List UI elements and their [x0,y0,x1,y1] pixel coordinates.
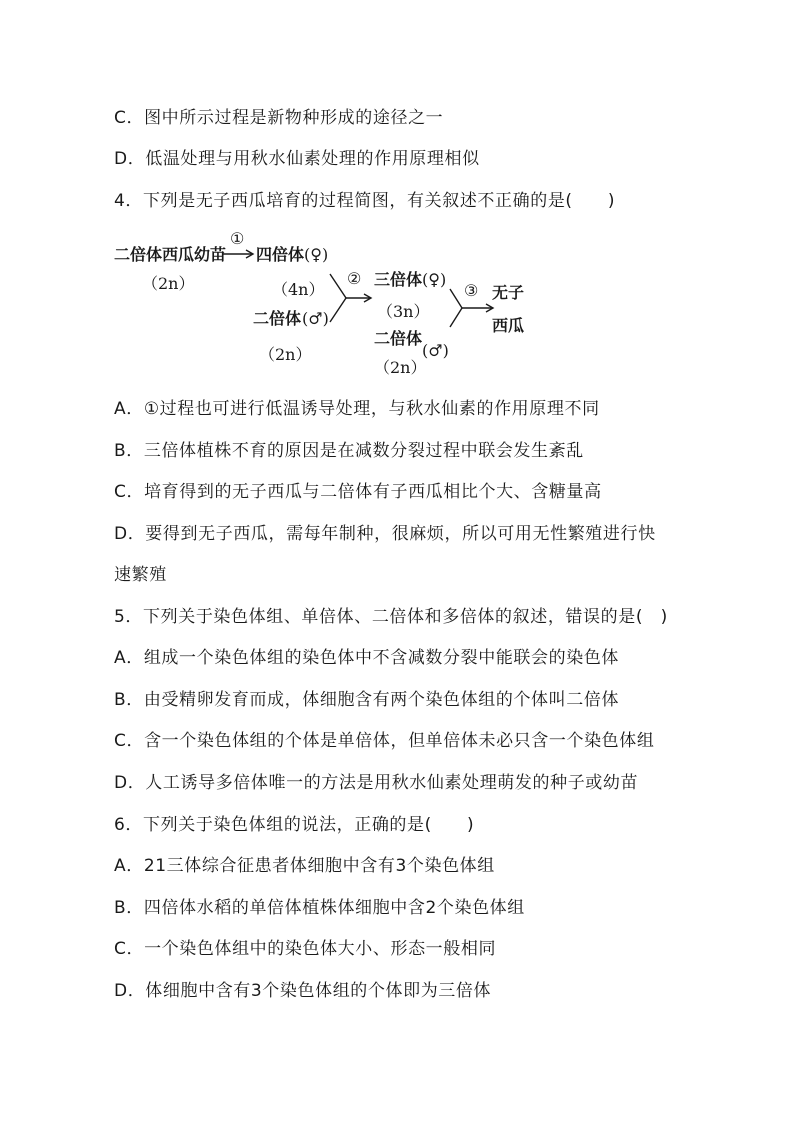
tetraploid-label: 四倍体 [256,245,305,264]
option-4a: A．①过程也可进行低温诱导处理，与秋水仙素的作用原理不同 [114,399,600,419]
cross-bracket-3 [450,289,462,327]
option-6a: A．21三体综合征患者体细胞中含有3个染色体组 [114,856,495,876]
option-6c: C．一个染色体组中的染色体大小、形态一般相同 [114,939,497,959]
option-5b: B．由受精卵发育而成，体细胞含有两个染色体组的个体叫二倍体 [114,690,620,710]
question-6-stem: 6．下列关于染色体组的说法，正确的是( ) [114,815,475,835]
triploid-label: 三倍体 [374,270,423,289]
option-6d: D．体细胞中含有3个染色体组的个体即为三倍体 [114,981,492,1001]
step-1-marker: ① [230,229,245,248]
diploid-male-b-label: 二倍体 [374,329,423,348]
question-4-stem: 4．下列是无子西瓜培育的过程简图，有关叙述不正确的是( ) [114,191,616,211]
seedling-ploidy: （2n） [142,274,195,293]
cross-bracket-2 [330,274,346,322]
option-4d-continued: 速繁殖 [114,565,167,585]
result-label-line1: 无子 [492,283,525,302]
seedless-watermelon-diagram [112,226,532,382]
question-5-stem: 5．下列关于染色体组、单倍体、二倍体和多倍体的叙述，错误的是( ) [114,607,668,627]
diploid-male-a-sex: (♂) [302,309,329,328]
option-4d: D．要得到无子西瓜，需每年制种，很麻烦，所以可用无性繁殖进行快 [114,524,656,544]
option-5c: C．含一个染色体组的个体是单倍体，但单倍体未必只含一个染色体组 [114,731,655,751]
tetraploid-sex: (♀) [304,245,329,264]
option-6b: B．四倍体水稻的单倍体植株体细胞中含2个染色体组 [114,898,525,918]
triploid-sex: (♀) [422,270,447,289]
option-3c: C．图中所示过程是新物种形成的途径之一 [114,108,444,128]
option-5d: D．人工诱导多倍体唯一的方法是用秋水仙素处理萌发的种子或幼苗 [114,773,639,793]
step-2-marker: ② [347,269,362,288]
step-3-marker: ③ [464,281,479,300]
triploid-ploidy: （3n） [377,302,430,321]
diploid-male-b-sex: (♂) [422,341,449,360]
result-label-line2: 西瓜 [492,316,525,335]
option-5a: A．组成一个染色体组的染色体中不含减数分裂中能联会的染色体 [114,648,620,668]
seedling-label: 二倍体西瓜幼苗 [114,245,227,264]
option-3d: D．低温处理与用秋水仙素处理的作用原理相似 [114,149,480,169]
option-4c: C．培育得到的无子西瓜与二倍体有子西瓜相比个大、含糖量高 [114,482,602,502]
tetraploid-ploidy: （4n） [272,280,325,299]
diploid-male-a-ploidy: （2n） [259,345,312,364]
diploid-male-a-label: 二倍体 [253,309,302,328]
diploid-male-b-ploidy: （2n） [374,358,427,377]
option-4b: B．三倍体植株不育的原因是在减数分裂过程中联会发生紊乱 [114,441,584,461]
